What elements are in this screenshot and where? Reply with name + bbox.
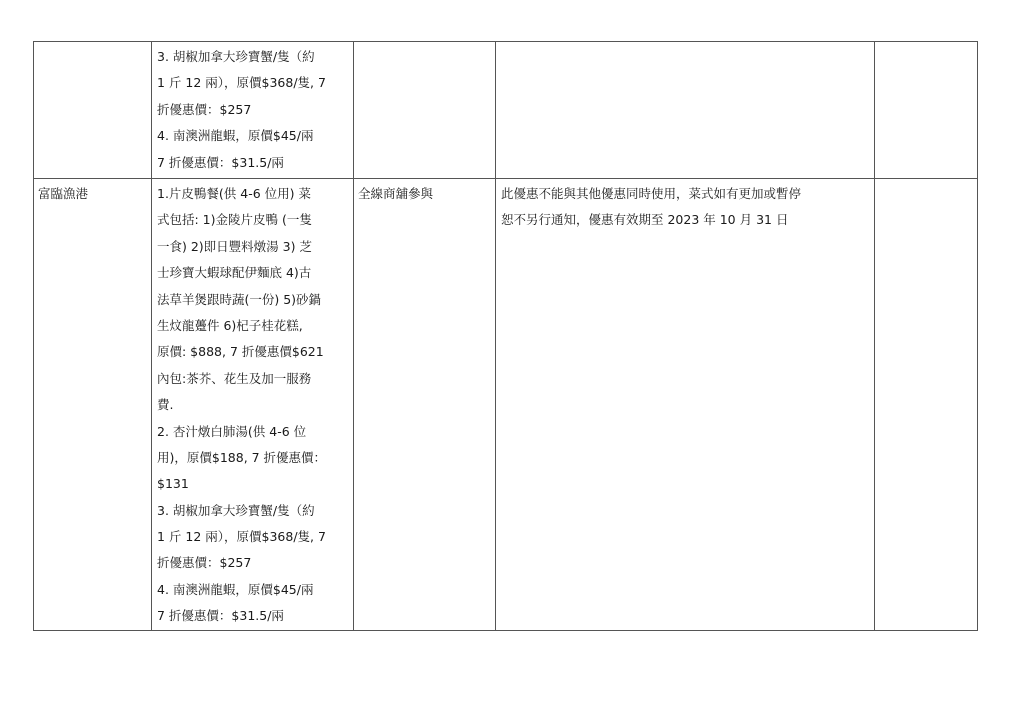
store-name xyxy=(34,42,151,44)
scope-text xyxy=(354,42,495,44)
remark-text xyxy=(496,42,874,44)
item-line: 原價: $888, 7 折優惠價$621 xyxy=(157,344,324,360)
store-cell xyxy=(34,179,152,631)
scope-cell xyxy=(354,42,496,179)
item-line: 7 折優惠價：$31.5/兩 xyxy=(157,608,284,624)
items-cell xyxy=(152,179,354,631)
remark-text xyxy=(496,179,874,234)
item-line: 3. 胡椒加拿大珍寶蟹/隻（約 xyxy=(157,502,315,518)
item-line: $131 xyxy=(157,476,189,492)
item-line: 2. 杏汁燉白肺湯(供 4-6 位 xyxy=(157,423,307,439)
remark-cell xyxy=(496,42,875,179)
item-line: 4. 南澳洲龍蝦，原價$45/兩 xyxy=(157,581,314,597)
item-line: 7 折優惠價：$31.5/兩 xyxy=(157,154,284,170)
scope-text: 全線商舖參與 xyxy=(358,186,434,201)
promotion-table xyxy=(33,41,978,631)
item-line: 1.片皮鴨餐(供 4-6 位用) 菜 xyxy=(157,186,312,201)
extra-text xyxy=(875,42,977,44)
table-row xyxy=(34,179,978,631)
table-row xyxy=(34,42,978,179)
remark-line: 此優惠不能與其他優惠同時使用，菜式如有更加或暫停 xyxy=(501,186,802,201)
item-line: 式包括: 1)金陵片皮鴨 (一隻 xyxy=(157,212,312,228)
item-line: 折優惠價：$257 xyxy=(157,101,252,117)
items-text xyxy=(152,179,353,630)
item-line: 生炆龍躉件 6)杞子桂花糕, xyxy=(157,317,303,333)
item-line: 4. 南澳洲龍蝦，原價$45/兩 xyxy=(157,128,314,144)
item-line: 用)，原價$188, 7 折優惠價： xyxy=(157,449,327,465)
scope-cell xyxy=(354,179,496,631)
item-line: 1 斤 12 兩），原價$368/隻, 7 xyxy=(157,529,326,545)
item-line: 費. xyxy=(157,397,174,413)
store-name: 富臨漁港 xyxy=(38,186,89,201)
items-cell xyxy=(152,42,354,179)
extra-cell xyxy=(875,42,978,179)
remark-cell xyxy=(496,179,875,631)
item-line: 士珍寶大蝦球配伊麵底 4)古 xyxy=(157,265,312,281)
store-cell xyxy=(34,42,152,179)
extra-cell xyxy=(875,179,978,631)
item-line: 3. 胡椒加拿大珍寶蟹/隻（約 xyxy=(157,49,315,64)
item-line: 一食) 2)即日豐料燉湯 3) 芝 xyxy=(157,238,312,254)
remark-line: 恕不另行通知，優惠有效期至 2023 年 10 月 31 日 xyxy=(501,212,789,228)
extra-text xyxy=(875,179,977,181)
item-line: 內包:茶芥、花生及加一服務 xyxy=(157,370,312,386)
item-line: 法草羊煲跟時蔬(一份) 5)砂鍋 xyxy=(157,291,322,307)
item-line: 折優惠價：$257 xyxy=(157,555,252,571)
items-text xyxy=(152,42,353,176)
item-line: 1 斤 12 兩），原價$368/隻, 7 xyxy=(157,75,326,91)
